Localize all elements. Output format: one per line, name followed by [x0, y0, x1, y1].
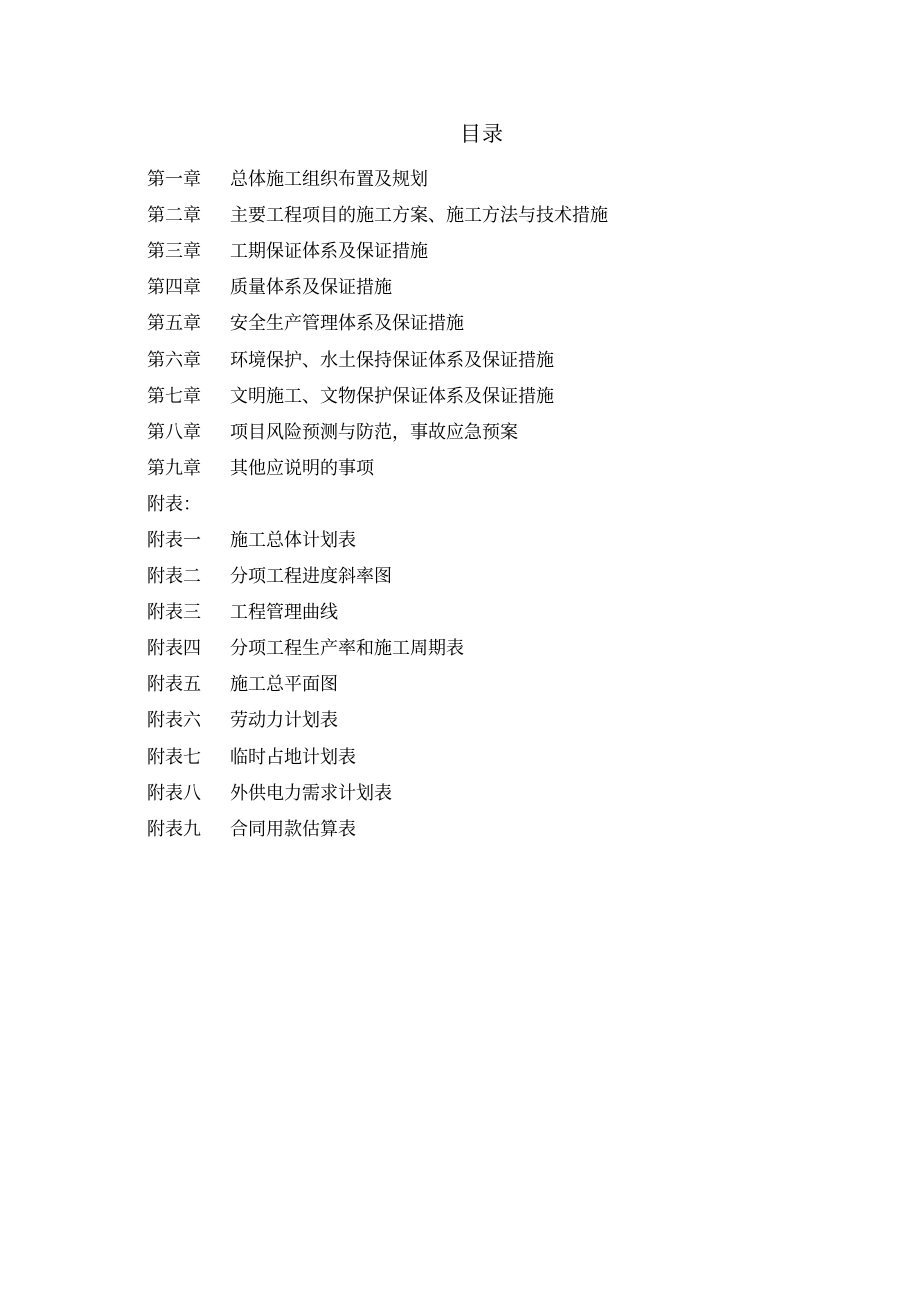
toc-entry-text: 文明施工、文物保护保证体系及保证措施: [230, 385, 554, 407]
toc-entry-label: 附表九: [147, 818, 201, 840]
toc-entry-label: 第五章: [147, 313, 201, 335]
toc-entry-label: 第六章: [147, 349, 201, 371]
toc-entry-text: 工程管理曲线: [230, 602, 338, 624]
toc-entry-text: 主要工程项目的施工方案、施工方法与技术措施: [230, 205, 608, 227]
toc-entry-text: 施工总体计划表: [230, 529, 356, 551]
toc-entry: [147, 268, 608, 304]
toc-entry-text: 施工总平面图: [230, 674, 338, 696]
toc-entry: [147, 232, 608, 268]
toc-entry: [147, 160, 608, 196]
toc-entry-label: 附表一: [147, 529, 201, 551]
toc-entry: [147, 196, 608, 232]
toc-entry-text: 质量体系及保证措施: [230, 277, 392, 299]
toc-entry: [147, 377, 608, 413]
toc-entry-label: 第三章: [147, 241, 201, 263]
toc-entry-label: 第二章: [147, 205, 201, 227]
toc-entry-label: 附表六: [147, 710, 201, 732]
toc-entry-label: 第一章: [147, 169, 201, 191]
toc-entry-label: 附表五: [147, 674, 201, 696]
toc-entry-text: 总体施工组织布置及规划: [230, 169, 428, 191]
toc-entry-text: 其他应说明的事项: [230, 457, 374, 479]
toc-entry-label: 第九章: [147, 457, 201, 479]
toc-entry-label: 第八章: [147, 421, 201, 443]
toc-entry-label: 附表八: [147, 782, 201, 804]
toc-title: 目录: [460, 122, 504, 146]
toc-entry: [147, 701, 608, 737]
toc-entry-text: 临时占地计划表: [230, 746, 356, 768]
toc-entry: [147, 665, 608, 701]
toc-section-heading: [147, 485, 608, 521]
toc-entry: [147, 304, 608, 340]
toc-entry: [147, 738, 608, 774]
toc-entry-label: 第七章: [147, 385, 201, 407]
toc-entry-text: 外供电力需求计划表: [230, 782, 392, 804]
toc-entry-text: 劳动力计划表: [230, 710, 338, 732]
toc-entry: [147, 774, 608, 810]
toc-entry: [147, 557, 608, 593]
toc-entry-text: 合同用款估算表: [230, 818, 356, 840]
toc-entry-label: 附表四: [147, 638, 201, 660]
toc-entry-text: 安全生产管理体系及保证措施: [230, 313, 464, 335]
toc-entry-text: 环境保护、水土保持保证体系及保证措施: [230, 349, 554, 371]
toc-entry: [147, 413, 608, 449]
toc-entry: [147, 449, 608, 485]
toc-list: [147, 160, 608, 846]
toc-entry-label: 附表：: [147, 493, 201, 515]
toc-entry: [147, 593, 608, 629]
toc-entry-label: 附表三: [147, 602, 201, 624]
toc-entry-text: 工期保证体系及保证措施: [230, 241, 428, 263]
toc-entry-text: 项目风险预测与防范，事故应急预案: [230, 421, 518, 443]
toc-entry: [147, 629, 608, 665]
toc-entry: [147, 340, 608, 376]
toc-entry-label: 附表七: [147, 746, 201, 768]
toc-entry: [147, 521, 608, 557]
toc-entry: [147, 810, 608, 846]
toc-entry-text: 分项工程生产率和施工周期表: [230, 638, 464, 660]
toc-entry-label: 附表二: [147, 566, 201, 588]
toc-entry-label: 第四章: [147, 277, 201, 299]
toc-entry-text: 分项工程进度斜率图: [230, 566, 392, 588]
